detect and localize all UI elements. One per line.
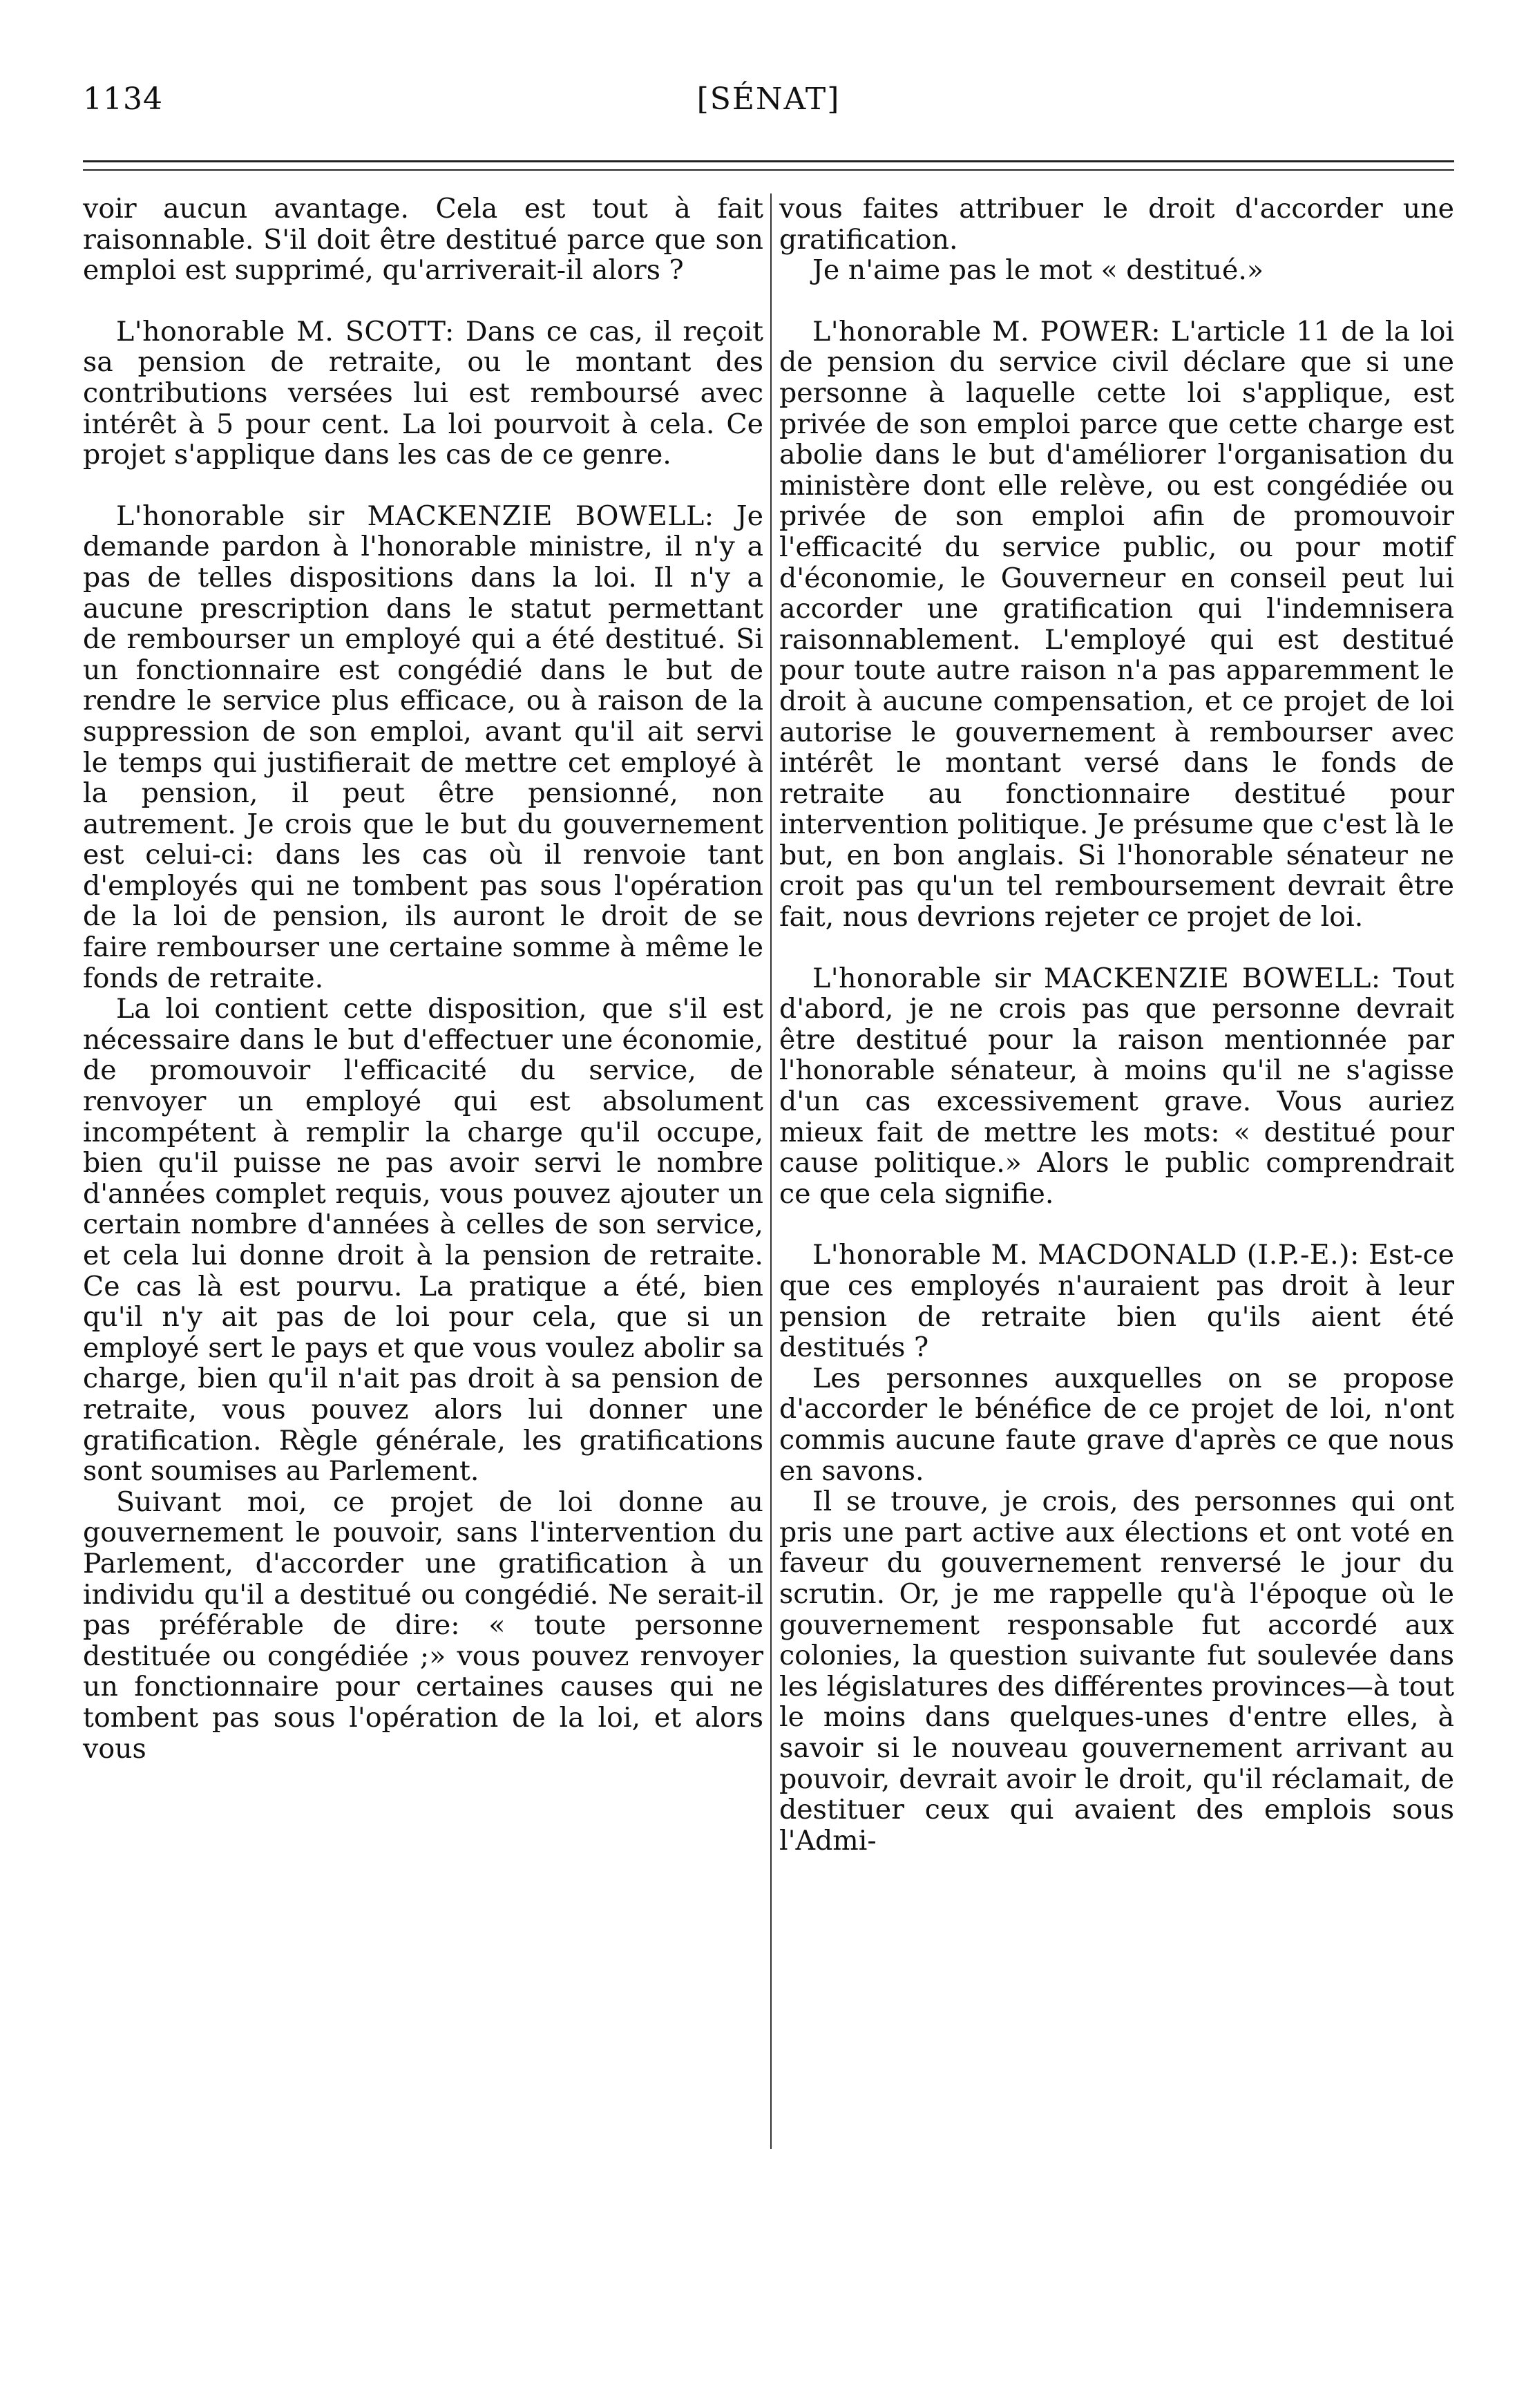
header-rule [83, 160, 1454, 162]
paragraph [779, 1363, 1454, 1486]
paragraph [83, 1487, 763, 1764]
paragraph [83, 193, 763, 286]
paragraph-text: Il se trouve, je crois, des personnes qui ont pris une part active aux élections et ont voté en faveur du gouvernement renversé le jour du scrutin. Or, je me rappelle qu'à l'époque où le gouvernement responsable fut accordé aux colonies, la question suivante fut soulevée dans les législatures des différentes provinces—à tout le moins dans quelques-unes d'entre elles, à savoir si le nouveau gouvernement arrivant au pouvoir, devrait avoir le droit, qu'il réclamait, de destituer ceux qui avaient des emplois sous l'Admi- [779, 1486, 1454, 1857]
speech-paragraph [83, 316, 763, 471]
paragraph [779, 1486, 1454, 1856]
page-number: 1134 [83, 82, 163, 117]
paragraph-text: Tout d'abord, je ne crois pas que personne devrait être destitué pour la raison mentionnée par l'honorable sénateur, à moins qu'il ne s'agisse d'un cas excessivement grave. Vous auriez mieux fait de mettre les mots: « destitué pour cause politique.» Alors le public comprendrait ce que cela signifie. [779, 962, 1454, 1210]
speaker-name: L'honorable M. MACDONALD (I.P.-E.): [812, 1239, 1360, 1271]
paragraph-text: vous faites attribuer le droit d'accorder une gratification. [779, 193, 1454, 256]
speaker-name: L'honorable M. SCOTT: [116, 315, 455, 348]
paragraph-text: Je n'aime pas le mot « destitué.» [812, 254, 1264, 287]
paragraph-text: Est-ce que ces employés n'auraient pas droit à leur pension de retraite bien qu'ils aient été destitués ? [779, 1239, 1454, 1364]
speaker-name: L'honorable sir MACKENZIE BOWELL: [116, 500, 714, 532]
paragraph [779, 193, 1454, 255]
speech-paragraph [779, 1240, 1454, 1363]
speech-paragraph [83, 501, 763, 994]
paragraph-text: voir aucun avantage. Cela est tout à fait raisonnable. S'il doit être destitué parce que son emploi est supprimé, qu'arriverait-il alors ? [83, 193, 763, 287]
text-columns [83, 193, 1454, 2363]
paragraph [779, 255, 1454, 286]
paragraph-text: Les personnes auxquelles on se propose d'accorder le bénéfice de ce projet de loi, n'ont commis aucune faute grave d'après ce que nous en savons. [779, 1362, 1454, 1487]
paragraph-text: Je demande pardon à l'honorable ministre, il n'y a pas de telles dispositions dans la loi. Il n'y a aucune prescription dans le statut permettant de rembourser un employé qui a été destitué. Si un fonctionnaire est congédié dans le but de rendre le service plus efficace, ou à raison de la suppression de son emploi, avant qu'il ait servi le temps qui justifierait de mettre cet employé à la pension, il peut être pensionné, non autrement. Je crois que le but du gouvernement est celui-ci: dans les cas où il renvoie tant d'employés qui ne tombent pas sous l'opération de la loi de pension, ils auront le droit de se faire rembourser une certaine somme à même le fonds de retraite. [83, 500, 763, 994]
page-header [83, 82, 1454, 130]
paragraph-text: Suivant moi, ce projet de loi donne au gouvernement le pouvoir, sans l'intervention du Parlement, d'accorder une gratification à un individu qu'il a destitué ou congédié. Ne serait-il pas préférable de dire: « toute personne destituée ou congédiée ;» vous pouvez renvoyer un fonctionnaire pour certaines causes qui ne tombent pas sous l'opération de la loi, et alors vous [83, 1486, 763, 1765]
paragraph-text: La loi contient cette disposition, que s'il est nécessaire dans le but d'effectuer une économie, de promouvoir l'efficacité du service, de renvoyer un employé qui est absolument incompétent à remplir la charge qu'il occupe, bien qu'il puisse ne pas avoir servi le nombre d'années complet requis, vous pouvez ajouter un certain nombre d'années à celles de son service, et cela lui donne droit à la pension de retraite. Ce cas là est pourvu. La pratique a été, bien qu'il n'y ait pas de loi pour cela, que si un employé sert le pays et que vous voulez abolir sa charge, bien qu'il n'ait pas droit à sa pension de retraite, vous pouvez alors lui donner une gratification. Règle générale, les gratifications sont soumises au Parlement. [83, 993, 763, 1488]
speech-paragraph [779, 316, 1454, 933]
column-divider [770, 193, 772, 2149]
left-column [83, 193, 763, 1764]
speech-paragraph [779, 963, 1454, 1210]
running-title: [SÉNAT] [696, 82, 841, 117]
speaker-name: L'honorable sir MACKENZIE BOWELL: [812, 962, 1381, 994]
header-rule-second [83, 169, 1454, 171]
speaker-name: L'honorable M. POWER: [812, 315, 1161, 348]
paragraph [83, 994, 763, 1487]
right-column [779, 193, 1454, 1856]
paragraph-text: Dans ce cas, il reçoit sa pension de retraite, ou le montant des contributions versées lui est remboursé avec intérêt à 5 pour cent. La loi pourvoit à cela. Ce projet s'applique dans les cas de ce genre. [83, 315, 763, 471]
paragraph-text: L'article 11 de la loi de pension du service civil déclare que si une personne à laquelle cette loi s'applique, est privée de son emploi parce que cette charge est abolie dans le but d'améliorer l'organisation du ministère dont elle relève, ou est congédiée ou privée de son emploi afin de promouvoir l'efficacité du service public, ou pour motif d'économie, le Gouverneur en conseil peut lui accorder une gratification qui l'indemnisera raisonnablement. L'employé qui est destitué pour toute autre raison n'a pas apparemment le droit à aucune compensation, et ce projet de loi autorise le gouvernement à rembourser avec intérêt le montant versé dans le fonds de retraite au fonctionnaire destitué pour intervention politique. Je présume que c'est là le but, en bon anglais. Si l'honorable sénateur ne croit pas qu'un tel remboursement devrait être fait, nous devrions rejeter ce projet de loi. [779, 315, 1455, 933]
